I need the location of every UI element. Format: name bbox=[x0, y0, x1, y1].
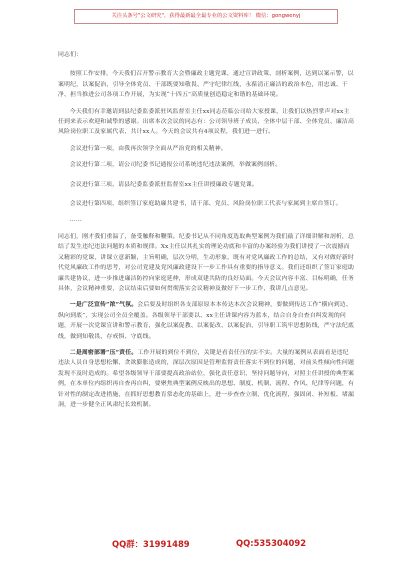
paragraph-intro: 按照工作安排，今天我们召开警示教育大会暨廉政主题党课，通过宣讲政策、剖析案例，达到以案示警，以案明纪，以案促治，引导全体党员、干部既要知敬畏、严守纪律红线，永葆清正廉洁的政治本色，用忠诚、干净、担当推进公司各项工作开展，为实现“十四五”高质量创造稳定和谐的基础环境。 bbox=[58, 71, 354, 99]
footer-qq-group: QQ群：31991489 bbox=[112, 539, 190, 549]
paragraph-agenda-4: 会议进行第四项，组织签订家庭助廉共建书，请干部、党员、风险岗位职工代表与家属到主席台签订。 bbox=[69, 201, 342, 208]
point-publicity-heading: 一是广泛宣传“浓”气氛。 bbox=[69, 301, 138, 309]
paragraph-agenda-1: 会议进行第一项，由我再次领学全面从严治党的相关精神。 bbox=[69, 145, 227, 152]
point-responsibility-body: 工作开展的到位不到位，关键是看责任压的实不实。大量的案例从表面看是违纪违法人员自身思想松懈、贪欲膨胀造成的，深层次原因是管理监督责任落实不到位的问题，对前头性倾向性问题发现不及时造成的。希望各级领导干部要提高政治站位，强化责任意识，坚持问题导向，对照主任讲授的典型案例，在本单位内组织再自查再自纠，要聚焦典型案例反映出的思想、制度、机制、流程、作风、纪律等问题，有针对性的制定改进措施，在抓好思想教育常态化的基础上，进一步查查立制，优化流程，强固闭、补短板、堵漏洞，进一步健全正风肃纪长效机制。 bbox=[58, 349, 354, 408]
document-body bbox=[58, 50, 354, 410]
point-publicity-body: 会后要及时组织各支部原原本本传达本次会议精神，要做到传达工作“横向到边、纵向到底”，实现公司全员全覆盖。各级领导干部要以、xx主任讲课内容为蓝本，结合自身自查自纠发现的问题，开展一次党课宣讲和警示教育，强化以案促教、以案促改、以案促治，引导职工筑牢思想防线，严守法纪底线，做到知敬畏、存戒惧、守底线。 bbox=[58, 302, 354, 340]
salutation: 同志们： bbox=[58, 52, 83, 58]
footer-qq-number: QQ:535304092 bbox=[236, 538, 307, 548]
paragraph-summary: 同志们，刚才我们重温了，备受触释和鞭策。纪委书记从不同角度选取典型案例为我们敲了详细讲解和剖析，总结了发生违纪违法问题的本质和规律。Xx主任以其扎实的理论功底和丰富的办案经验为我们讲授了一次震撼而又精彩的党课，讲课立意新颖，主旨明确，层次分明，生动形象，既有对党风廉政工作的总结，又有对做好新时代党风廉政工作的思考，对公司党建及党风廉政建设下一步工作具有重要的指导意义。我们还组织了签订家庭助廉共建协议，进一步推进廉洁防控向家庭延伸，形成双建共防的良好局面。今天会议内容丰富、目标明确，任务具体，会议精神重要，会议结束后要如何贯彻落实会议精神及做好下一步工作，我讲几点意见。 bbox=[58, 233, 354, 292]
paragraph-guests: 今天我们有幸邀请到县纪委监委派驻风监督室主任xx同志莅临公司给大家授课，让我们以热烈掌声对xx主任到来表示欢迎和诚挚的感谢。出席本次会议的同志有：公司领导班子成员、全体中层干部、全体党员、廉洁高风险岗位职工及家属代表，共计xx人。今天的会议共有4项议程，我们进一进行。 bbox=[58, 108, 354, 136]
point-responsibility bbox=[58, 348, 354, 410]
header-banner: 关注头条号"公文研究"，获得最新最全最专业的公文资料库！ 微信：gongwenyj bbox=[74, 9, 338, 24]
paragraph-ellipsis: …… bbox=[69, 217, 82, 224]
paragraph-agenda-3: 会议进行第三项，请县纪委监委派驻监督室xx主任讲授廉政专题党课。 bbox=[69, 181, 258, 188]
point-publicity bbox=[58, 300, 354, 342]
paragraph-agenda-2: 会议进行第二项，请公司纪委书记通报公司系统违纪违法案例，举做案例剖析。 bbox=[69, 162, 282, 169]
point-responsibility-heading: 二是周密部署“压”责任。 bbox=[69, 348, 138, 356]
